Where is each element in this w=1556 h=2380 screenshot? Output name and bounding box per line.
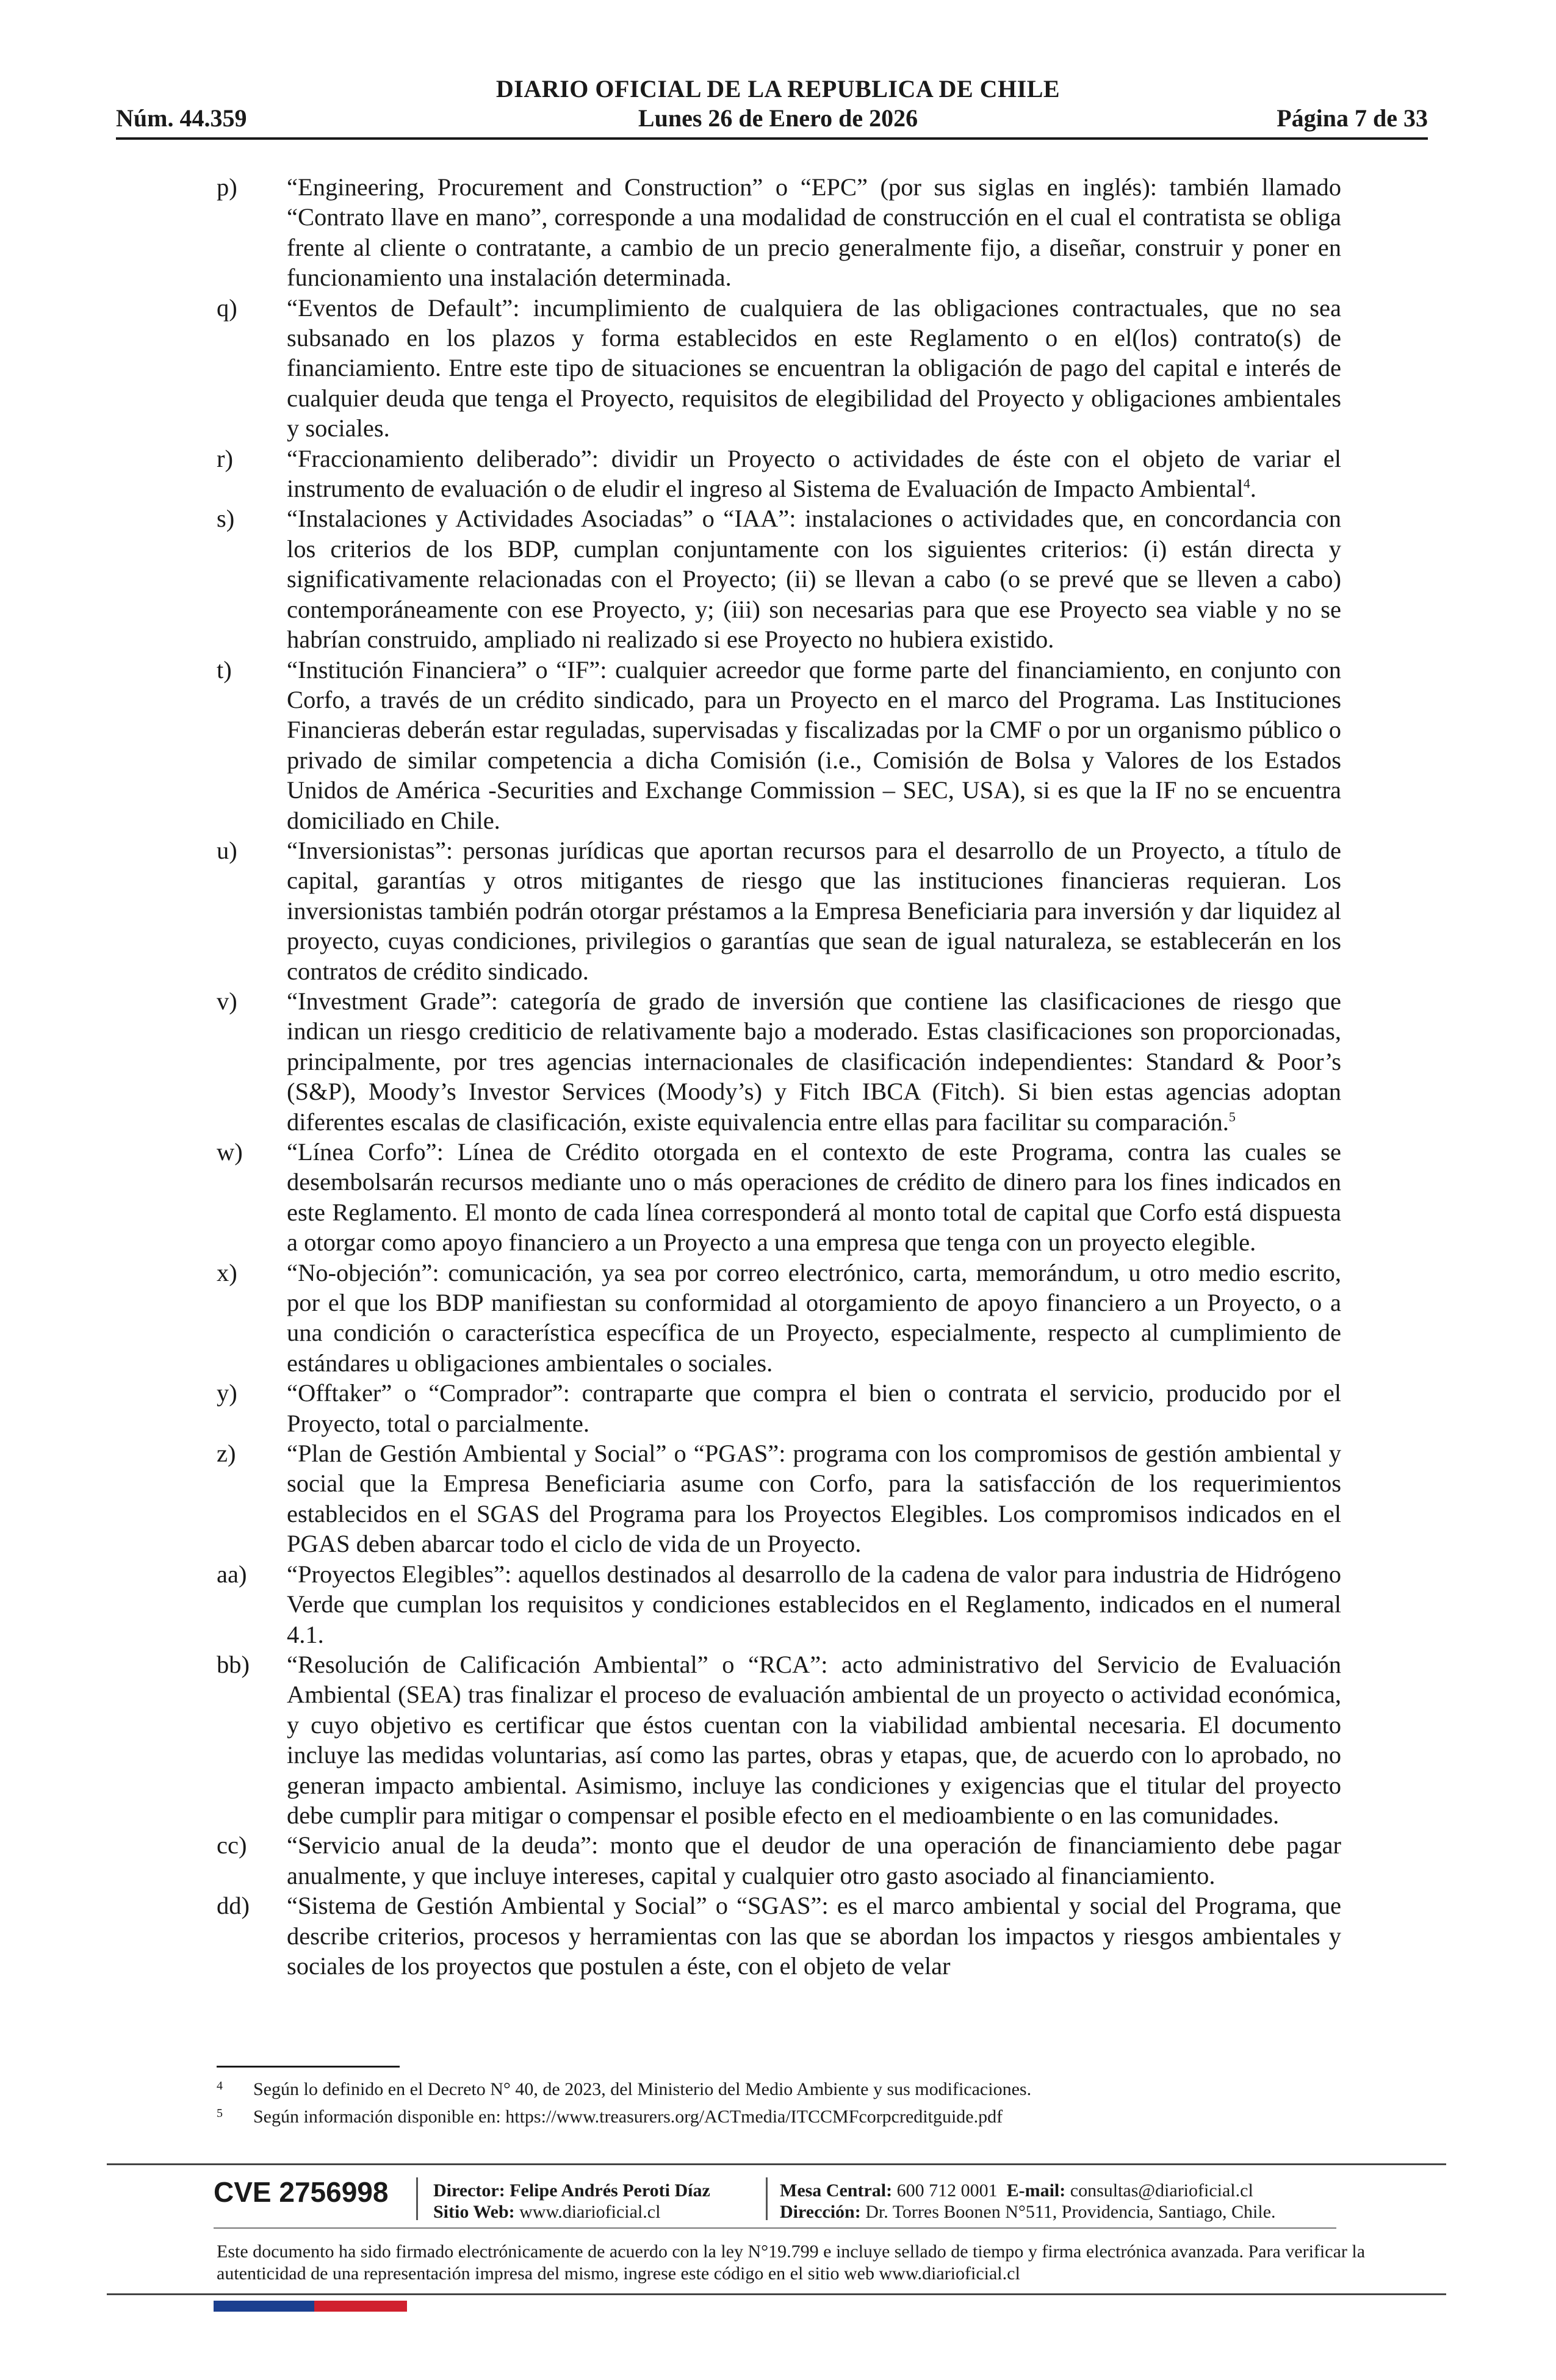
- definitions-list: [0, 172, 1556, 1981]
- direccion-value: Dr. Torres Boonen N°511, Providencia, Santiago, Chile.: [865, 2202, 1276, 2222]
- definition-letter: x): [217, 1258, 237, 1286]
- flag-red-stripe: [314, 2301, 407, 2312]
- definition-letter: q): [217, 294, 237, 322]
- issue-number: Núm. 44.359: [116, 104, 247, 132]
- definition-letter: z): [217, 1440, 236, 1468]
- definition-item: [0, 293, 1556, 444]
- footer-separator: [416, 2177, 418, 2220]
- footnote-reference: 5: [1228, 1109, 1236, 1125]
- definition-text: [287, 1438, 1341, 1559]
- page-number: Página 7 de 33: [1277, 104, 1428, 132]
- definition-item: [0, 655, 1556, 835]
- definition-item: [0, 172, 1556, 293]
- footnote-4: [217, 2078, 1376, 2101]
- definition-item: [0, 1438, 1556, 1559]
- definition-body: “Servicio anual de la deuda”: monto que el deudor de una operación de financiamiento debe pagar anualmente, y que incluye intereses, capital y cualquier otro gasto asociado al financiamiento.: [287, 1831, 1341, 1889]
- director-label: Director:: [433, 2180, 505, 2201]
- definition-text: [287, 986, 1341, 1137]
- definition-body: “Línea Corfo”: Línea de Crédito otorgada en el contexto de este Programa, contra las cuales se desembolsarán recursos mediante uno o más operaciones de crédito de dinero para los fines indicados en este Reglamento. El monto de cada línea corresponderá al monto total de capital que Corfo está dispuesta a otorgar como apoyo financiero a un Proyecto a una empresa que tenga con un proyecto elegible.: [287, 1138, 1341, 1257]
- definition-body: “Investment Grade”: categoría de grado de inversión que contiene las clasificaciones de riesgo que indican un riesgo crediticio de relativamente bajo a moderado. Estas clasificaciones son proporcionadas, principalmente, por tres agencias internacionales de clasificación independientes: Standard & Poor’s (S&P), Moody’s Investor Services (Moody’s) y Fitch IBCA (Fitch). Si bien estas agencias adoptan diferentes escalas de clasificación, existe equivalencia entre ellas para facilitar su comparación.: [287, 987, 1341, 1136]
- footer-separator: [766, 2177, 768, 2220]
- definition-item: [0, 503, 1556, 654]
- definition-item: [0, 1650, 1556, 1830]
- definition-letter: w): [217, 1138, 243, 1166]
- definition-text: [287, 503, 1341, 654]
- definition-body: “Offtaker” o “Comprador”: contraparte que compra el bien o contrata el servicio, producido por el Proyecto, total o parcialmente.: [287, 1379, 1341, 1437]
- definition-body: “No-objeción”: comunicación, ya sea por correo electrónico, carta, memorándum, u otro medio escrito, por el que los BDP manifiestan su conformidad al otorgamiento de apoyo financiero a un Proyecto, o a una condición o característica específica de un Proyecto, especialmente, respecto al cumplimiento de estándares u obligaciones ambientales o sociales.: [287, 1258, 1341, 1377]
- definition-item: [0, 1258, 1556, 1379]
- footnote-number: 4: [217, 2079, 223, 2093]
- definition-item: [0, 1891, 1556, 1981]
- footer-director-block: [433, 2180, 710, 2223]
- definition-trailing: .: [1250, 475, 1256, 503]
- mesa-value: 600 712 0001: [896, 2180, 998, 2201]
- definition-text: [287, 1258, 1341, 1379]
- definition-letter: r): [217, 444, 233, 472]
- definition-body: “Plan de Gestión Ambiental y Social” o “PGAS”: programa con los compromisos de gestión ambiental y social que la Empresa Beneficiaria asume con Corfo, para la satisfacción de los requerimientos establecidos en el SGAS del Programa para los Proyectos Elegibles. Los compromisos indicados en el PGAS deben abarcar todo el ciclo de vida de un Proyecto.: [287, 1440, 1341, 1558]
- definition-item: [0, 1830, 1556, 1891]
- definition-item: [0, 444, 1556, 504]
- definition-text: [287, 1650, 1341, 1830]
- issue-date: Lunes 26 de Enero de 2026: [638, 104, 918, 132]
- definition-body: “Eventos de Default”: incumplimiento de cualquiera de las obligaciones contractuales, que no sea subsanado en los plazos y forma establecidos en este Reglamento o en el(los) contrato(s) de financiamiento. Entre este tipo de situaciones se encuentran la obligación de pago del capital e interés de cualquier deuda que tenga el Proyecto, requisitos de elegibilidad del Proyecto y obligaciones ambientales y sociales.: [287, 294, 1341, 442]
- director-name: Felipe Andrés Peroti Díaz: [510, 2180, 710, 2201]
- footnote-reference: 4: [1243, 475, 1250, 491]
- definition-letter: bb): [217, 1650, 250, 1678]
- definition-text: [287, 655, 1341, 835]
- definition-body: “Resolución de Calificación Ambiental” o “RCA”: acto administrativo del Servicio de Evaluación Ambiental (SEA) tras finalizar el proceso de evaluación ambiental de un proyecto o actividad económica, y cuyo objetivo es certificar que éstos cuentan con la viabilidad ambiental necesaria. El documento incluye las medidas voluntarias, así como las partes, obras y etapas, que, de acuerdo con lo aprobado, no generan impacto ambiental. Asimismo, incluye las condiciones y exigencias que el titular del proyecto debe cumplir para mitigar o compensar el posible efecto en el medioambiente o en las comunidades.: [287, 1650, 1341, 1829]
- definition-text: [287, 172, 1341, 293]
- definition-body: “Institución Financiera” o “IF”: cualquier acreedor que forme parte del financiamiento, en conjunto con Corfo, a través de un crédito sindicado, para un Proyecto en el marco del Programa. Las Instituciones Financieras deberán estar reguladas, supervisadas y fiscalizadas por la CMF o por un organismo público o privado de similar competencia a dicha Comisión (i.e., Comisión de Bolsa y Valores de los Estados Unidos de América -Securities and Exchange Commission – SEC, USA), si es que la IF no se encuentra domiciliado en Chile.: [287, 655, 1341, 834]
- flag-blue-stripe: [214, 2301, 314, 2312]
- header-divider: [116, 137, 1428, 140]
- web-label: Sitio Web:: [433, 2202, 515, 2222]
- definition-letter: aa): [217, 1560, 247, 1588]
- definition-text: [287, 444, 1341, 504]
- newspaper-title: DIARIO OFICIAL DE LA REPUBLICA DE CHILE: [495, 75, 1061, 103]
- definition-body: “Instalaciones y Actividades Asociadas” o “IAA”: instalaciones o actividades que, en concordancia con los criterios de los BDP, cumplan conjuntamente con los siguientes criterios: (i) están directa y significativamente relacionadas con el Proyecto; (ii) se llevan a cabo (o se prevé que se lleven a cabo) contemporáneamente con ese Proyecto, y; (iii) son necesarias para que ese Proyecto sea viable y no se habrían construido, ampliado ni realizado si ese Proyecto no hubiera existido.: [287, 505, 1341, 654]
- definition-text: [287, 1378, 1341, 1438]
- footnote-text: Según lo definido en el Decreto N° 40, de 2023, del Ministerio del Medio Ambiente y sus modificaciones.: [253, 2079, 1032, 2099]
- footnote-text: Según información disponible en: https://www.treasurers.org/ACTmedia/ITCCMFcorpcreditguide.pdf: [253, 2107, 1003, 2127]
- definition-letter: v): [217, 987, 237, 1015]
- definition-text: [287, 1559, 1341, 1650]
- direccion-label: Dirección:: [780, 2202, 861, 2222]
- definition-letter: cc): [217, 1831, 247, 1859]
- footnote-5: [217, 2105, 1376, 2129]
- definition-letter: u): [217, 836, 237, 864]
- definition-item: [0, 1378, 1556, 1438]
- definition-letter: dd): [217, 1892, 250, 1920]
- definition-letter: s): [217, 505, 235, 533]
- definition-body: “Inversionistas”: personas jurídicas que aportan recursos para el desarrollo de un Proyecto, a título de capital, garantías y otros mitigantes de riesgo que las instituciones financieras requieran. Los inversionistas también podrán otorgar préstamos a la Empresa Beneficiaria para inversión y dar liquidez al proyecto, cuyas condiciones, privilegios o garantías que sean de igual naturaleza, se establecerán en los contratos de crédito sindicado.: [287, 836, 1341, 985]
- definition-letter: t): [217, 655, 232, 683]
- definition-text: [287, 1891, 1341, 1981]
- cve-code: CVE 2756998: [214, 2176, 389, 2208]
- definition-letter: p): [217, 173, 237, 201]
- web-link[interactable]: www.diarioficial.cl: [519, 2202, 661, 2222]
- footer-contact-block: [780, 2180, 1276, 2223]
- footnote-divider: [217, 2066, 400, 2068]
- footer-inner-divider: [214, 2227, 1336, 2229]
- footnote-number: 5: [217, 2107, 223, 2120]
- definition-body: “Engineering, Procurement and Construction” o “EPC” (por sus siglas en inglés): también llamado “Contrato llave en mano”, corresponde a una modalidad de construcción en el cual el contratista se obliga frente al cliente o contratante, a cambio de un precio generalmente fijo, a diseñar, construir y poner en funcionamiento una instalación determinada.: [287, 173, 1341, 292]
- footer-bottom-divider: [107, 2293, 1446, 2295]
- definition-item: [0, 986, 1556, 1137]
- signature-note: Este documento ha sido firmado electrónicamente de acuerdo con la ley N°19.799 e incluye sellado de tiempo y firma electrónica avanzada. Para verificar la autenticidad de una representación impresa del mismo, ingrese este código en el sitio web www.diarioficial.cl: [217, 2241, 1366, 2284]
- definition-body: “Proyectos Elegibles”: aquellos destinados al desarrollo de la cadena de valor para industria de Hidrógeno Verde que cumplan los requisitos y condiciones establecidos en el Reglamento, indicados en el numeral 4.1.: [287, 1560, 1341, 1648]
- definition-body: “Sistema de Gestión Ambiental y Social” o “SGAS”: es el marco ambiental y social del Programa, que describe criterios, procesos y herramientas con las que se abordan los impactos y riesgos ambientales y sociales de los proyectos que postulen a éste, con el objeto de velar: [287, 1892, 1341, 1980]
- definition-item: [0, 1137, 1556, 1258]
- email-label: E-mail:: [1006, 2180, 1066, 2201]
- definition-item: [0, 1559, 1556, 1650]
- email-link[interactable]: consultas@diarioficial.cl: [1070, 2180, 1253, 2201]
- mesa-label: Mesa Central:: [780, 2180, 893, 2201]
- footer-divider: [107, 2163, 1446, 2165]
- definition-text: [287, 293, 1341, 444]
- definition-item: [0, 835, 1556, 986]
- definition-text: [287, 1830, 1341, 1891]
- definition-text: [287, 835, 1341, 986]
- definition-letter: y): [217, 1379, 237, 1407]
- definition-body: “Fraccionamiento deliberado”: dividir un Proyecto o actividades de éste con el objeto de variar el instrumento de evaluación o de eludir el ingreso al Sistema de Evaluación de Impacto Ambiental: [287, 444, 1341, 503]
- definition-text: [287, 1137, 1341, 1258]
